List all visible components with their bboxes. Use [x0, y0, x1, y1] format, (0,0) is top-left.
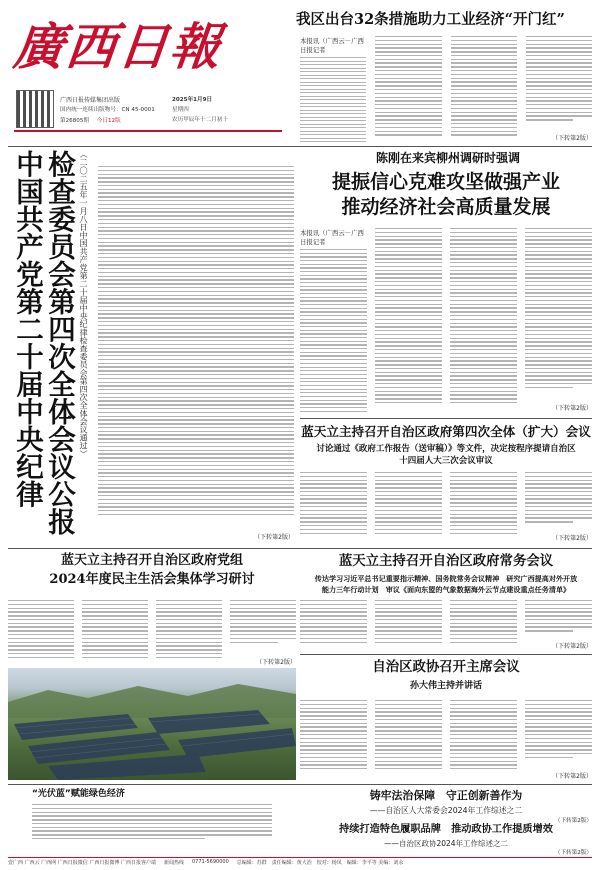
issuer-text: 广西日报传媒集团出版: [60, 97, 121, 104]
top-story-lede: 本报讯（广西云－广西日报记者: [300, 37, 364, 54]
solar-farm-illustration: [8, 668, 296, 780]
standing-text-1: [300, 600, 367, 650]
standing-text-2: [375, 600, 442, 650]
qr-code[interactable]: [16, 90, 54, 128]
chen-gang-continue[interactable]: （下转第2版）: [552, 405, 592, 412]
party-group-text-4: [230, 600, 296, 657]
plenary-story: [300, 424, 592, 548]
top-story-columns: [300, 36, 592, 142]
top-headline[interactable]: 我区出台32条措施助力工业经济“开门红”: [296, 11, 565, 28]
plenary-text-3: [450, 472, 517, 542]
footer-sections[interactable]: 壹广西 广西云 广西网 广西日报微信 广西日报微博 广西日报客户端: [8, 860, 156, 866]
masthead: [0, 0, 600, 150]
footer-hotline-value[interactable]: 0771-5690000: [191, 859, 229, 865]
right-mid-rule: [300, 654, 592, 655]
plenary-continue[interactable]: （下转第2版）: [552, 535, 592, 542]
standing-subhead-2: 能力三年行动计划 审议《面向东盟的气象数据海外云节点建设重点任务清单》: [321, 585, 571, 594]
footer-editors: 总编辑：苏群 责任编辑：黄大治 校对：杨凤 编辑：李平等 美编：刘永: [236, 860, 404, 866]
plenary-text-4: [525, 472, 592, 533]
footer-hotline-label: 新闻热线: [163, 860, 184, 866]
date-block: [172, 95, 282, 125]
commentary-headline[interactable]: 铸牢法治保障 守正创新善作为: [369, 789, 523, 802]
commentary-continue[interactable]: （下转第2版）: [554, 818, 592, 824]
party-group-headline-1[interactable]: 蓝天立主持召开自治区政府党组: [60, 553, 243, 568]
issue-no: 第26805期: [60, 118, 89, 124]
top-story-text-4: [526, 36, 592, 133]
standing-story: [300, 552, 592, 652]
chen-gang-text-2: [375, 228, 442, 412]
chen-gang-text-4: [525, 228, 592, 403]
cppcc-subhead: 孙大伟主持并讲话: [409, 681, 482, 691]
photo-caption-text: [32, 804, 272, 846]
masthead-bottom-rule: [8, 146, 592, 147]
plenary-subhead-2: 十四届人大三次会议审议: [399, 456, 493, 466]
newspaper-logo[interactable]: 廣西日報: [10, 17, 226, 76]
weekday: 星期四: [172, 107, 189, 113]
cppcc-headline[interactable]: 自治区政协召开主席会议: [372, 659, 520, 675]
footer-rule: [8, 857, 592, 858]
review-headline[interactable]: 持续打造特色履职品牌 推动政协工作提质增效: [339, 823, 553, 835]
communique-subtitle: （二〇二五年一月八日中国共产党第二十届中央纪律检查委员会第四次全体会议通过）: [79, 150, 89, 458]
photo-caption-block: [8, 788, 296, 848]
review-subhead: ——自治区政协2024年工作综述之二: [383, 839, 509, 848]
party-group-text-3: [156, 600, 222, 666]
plenary-text-1: [300, 472, 367, 542]
standing-subhead-1: 传达学习习近平总书记重要指示精神、国务院常务会议精神 研究广西提高对外开放: [314, 574, 578, 583]
party-group-headline-2[interactable]: 2024年度民主生活会集体学习研讨: [49, 572, 255, 587]
party-group-columns: [8, 600, 296, 666]
top-story-text-3: [451, 36, 517, 142]
chen-gang-kicker: 陈刚在来宾柳州调研时强调: [375, 151, 520, 165]
top-story-continue[interactable]: （下转第2版）: [552, 135, 592, 142]
chen-gang-headline-1[interactable]: 提振信心克难攻坚做强产业: [331, 171, 560, 193]
review-continue[interactable]: （下转第2版）: [554, 850, 592, 856]
cppcc-story: [300, 658, 592, 783]
plenary-subhead-1: 讨论通过《政府工作报告（送审稿）》等文件，决定按程序提请自治区: [316, 444, 576, 454]
plenary-columns: [300, 472, 592, 542]
cppcc-columns: [300, 700, 592, 780]
plenary-headline[interactable]: 蓝天立主持召开自治区政府第四次全体（扩大）会议: [301, 424, 591, 439]
chen-gang-story: [300, 150, 592, 420]
photo-caption-title[interactable]: “光伏蓝”赋能绿色经济: [32, 789, 125, 799]
communique-headline-col-1[interactable]: 中国共产党第二十届中央纪律: [11, 150, 43, 508]
chen-gang-lede: 本报讯（广西云－广西日报记者: [300, 229, 364, 246]
party-group-continue[interactable]: （下转第2版）: [256, 659, 296, 666]
party-group-story: [8, 552, 296, 668]
top-story-text-1: [300, 57, 366, 142]
review-story: [300, 822, 592, 858]
chen-gang-bottom-rule: [300, 418, 592, 419]
issue-info: 今日12版: [96, 118, 121, 124]
cppcc-text-2: [375, 700, 442, 780]
footer: [8, 859, 592, 869]
date: 2025年1月9日: [172, 97, 213, 103]
lunar-date: 农历甲辰年十二月初十: [172, 117, 228, 123]
communique-columns: [98, 166, 294, 534]
plenary-text-2: [375, 472, 442, 542]
masthead-rule: [14, 130, 282, 132]
cppcc-text-1: [300, 700, 367, 780]
top-story-text-2: [375, 36, 441, 142]
standing-continue[interactable]: （下转第2版）: [552, 643, 592, 650]
commentary-subhead: ——自治区人大常委会2024年工作综述之二: [369, 806, 523, 815]
standing-text-4: [525, 600, 592, 641]
communique-block: [8, 150, 296, 545]
standing-headline[interactable]: 蓝天立主持召开自治区政府常务会议: [338, 553, 554, 569]
lower-rule: [8, 784, 592, 785]
cppcc-text-4: [525, 700, 592, 771]
chen-gang-columns: [300, 228, 592, 412]
chen-gang-text-3: [450, 228, 517, 412]
communique-text-1: [98, 166, 294, 534]
chen-gang-headline-2[interactable]: 推动经济社会高质量发展: [341, 196, 551, 218]
cppcc-text-3: [450, 700, 517, 780]
mid-rule: [8, 548, 592, 549]
commentary-story: [300, 788, 592, 824]
standing-text-3: [450, 600, 517, 650]
party-group-text-2: [82, 600, 148, 666]
cppcc-continue[interactable]: （下转第2版）: [552, 773, 592, 780]
party-group-text-1: [8, 600, 74, 666]
standing-columns: [300, 600, 592, 650]
cn-number: 国内统一连续出版物号：CN 45-0001: [60, 107, 155, 113]
solar-farm-photo[interactable]: [8, 668, 296, 780]
chen-gang-text-1: [300, 249, 367, 412]
communique-headline-col-2[interactable]: 检查委员会第四次全体会议公报: [43, 150, 75, 535]
communique-continue[interactable]: （下转第2版）: [254, 534, 294, 541]
